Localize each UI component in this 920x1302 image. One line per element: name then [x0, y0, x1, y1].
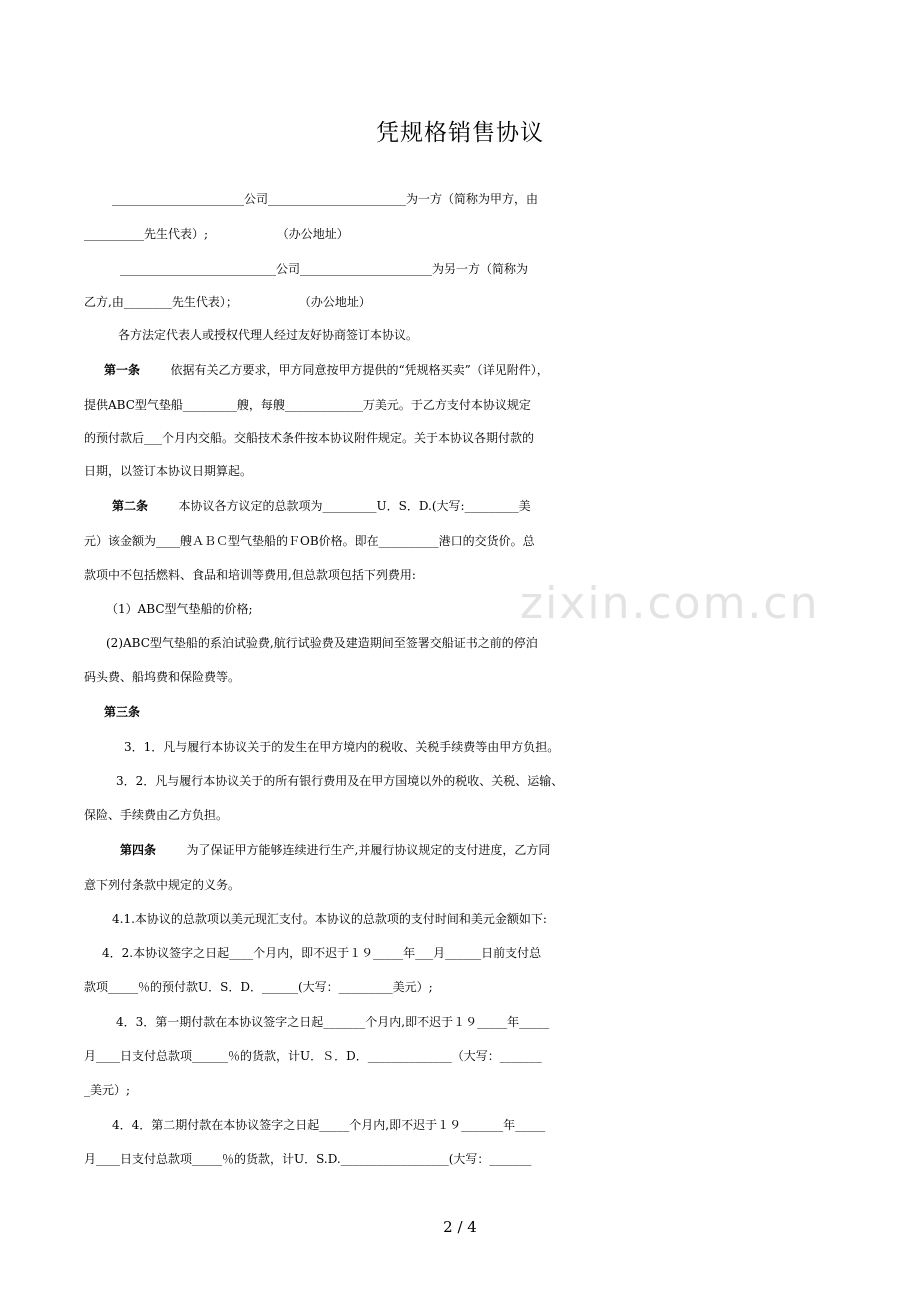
line-text: __________________________公司______________________为另一方（简称为 [120, 262, 529, 276]
document-line [84, 1148, 844, 1170]
document-line [84, 839, 880, 861]
document-line [84, 942, 862, 964]
document-line [84, 359, 864, 381]
line-text: 本协议各方议定的总款项为_________U．S．D.(大写:_________美 [148, 499, 531, 513]
document-line [84, 976, 844, 998]
document-line [84, 188, 872, 210]
document-line [84, 701, 864, 723]
document-title: 凭规格销售协议 [376, 120, 544, 146]
document-line [84, 324, 878, 346]
page-number: 2 / 4 [443, 1218, 477, 1236]
line-text: 意下列付条款中规定的义务。 [84, 878, 241, 892]
line-text: 乙方,由________先生代表）； （办公地址） [84, 295, 371, 309]
line-text: 各方法定代表人或授权代理人经过友好协商签订本协议。 [118, 328, 419, 342]
line-text: ______________________公司_______________________为一方（简称为甲方，由 [112, 192, 539, 206]
line-text: 款项_____％的预付款U．S．D．______(大写：_________美元）; [84, 980, 433, 994]
line-text: 4．3．第一期付款在本协议签字之日起_______个月内,即不迟于１９_____年_____ [116, 1015, 550, 1029]
document-line [84, 874, 844, 896]
line-text: 4．4．第二期付款在本协议签字之日起_____个月内,即不迟于１９_______年_____ [112, 1118, 546, 1132]
line-text: 3．1．凡与履行本协议关于的发生在甲方境内的税收、关税手续费等由甲方负担。 [124, 740, 560, 754]
document-line [84, 394, 844, 416]
line-text: __________先生代表）; （办公地址） [84, 227, 349, 241]
line-text: 3．2．凡与履行本协议关于的所有银行费用及在甲方国境以外的税收、关税、运输、 [116, 774, 564, 788]
document-line [84, 666, 844, 688]
document-line [84, 1011, 876, 1033]
article-heading: 第二条 [112, 499, 149, 513]
document-line [84, 770, 876, 792]
line-text: 保险、手续费由乙方负担。 [84, 808, 229, 822]
watermark: zixin.com.cn [520, 578, 820, 629]
document-line [84, 804, 844, 826]
line-text: 月____日支付总款项______％的货款，计U．Ｓ．D．______________（大写：_______ [84, 1049, 542, 1063]
line-text: _美元）; [84, 1083, 131, 1097]
line-text: 提供ABC型气垫船_________艘，每艘_____________万美元。于乙方支付本协议规定 [84, 398, 531, 412]
line-text: 4.1.本协议的总款项以美元现汇支付。本协议的总款项的支付时间和美元金额如下: [112, 912, 547, 926]
line-text: (2)ABC型气垫船的系泊试验费,航行试验费及建造期间至签署交船证书之前的停泊 [106, 636, 538, 650]
line-text: 为了保证甲方能够连续进行生产,并履行协议规定的支付进度，乙方同 [156, 843, 551, 857]
document-line [84, 291, 844, 313]
document-line [84, 736, 884, 758]
line-text: 4．2.本协议签字之日起____个月内，即不迟于１９_____年___月______日前支付总 [102, 946, 542, 960]
line-text: 的预付款后___个月内交船。交船技术条件按本协议附件规定。关于本协议各期付款的 [84, 431, 535, 445]
article-heading: 第四条 [120, 843, 157, 857]
line-text: （1）ABC型气垫船的价格; [106, 602, 253, 616]
article-heading: 第一条 [104, 363, 141, 377]
line-text: 月____日支付总款项_____％的货款，计U．S.D.__________________(大写：_______ [84, 1152, 532, 1166]
document-line [84, 427, 844, 449]
article-heading: 第三条 [104, 705, 141, 719]
document-line [84, 1045, 844, 1067]
document-line [84, 460, 844, 482]
document-line [84, 223, 844, 245]
document-line [84, 1114, 872, 1136]
line-text: 码头费、船坞费和保险费等。 [84, 670, 241, 684]
document-line [84, 908, 872, 930]
line-text: 款项中不包括燃料、食品和培训等费用,但总款项包括下列费用: [84, 568, 416, 582]
document-line [84, 1079, 844, 1101]
document-line [84, 530, 844, 552]
line-text: 依据有关乙方要求，甲方同意按甲方提供的“凭规格买卖”（详见附件）， [140, 363, 549, 377]
document-line [84, 258, 880, 280]
line-text: 日期，以签订本协议日期算起。 [84, 464, 253, 478]
document-line [84, 495, 872, 517]
line-text: 元）该金额为____艘ＡＢＣ型气垫船的ＦOB价格。即在__________港口的交货价。总 [84, 534, 535, 548]
document-line [84, 632, 866, 654]
